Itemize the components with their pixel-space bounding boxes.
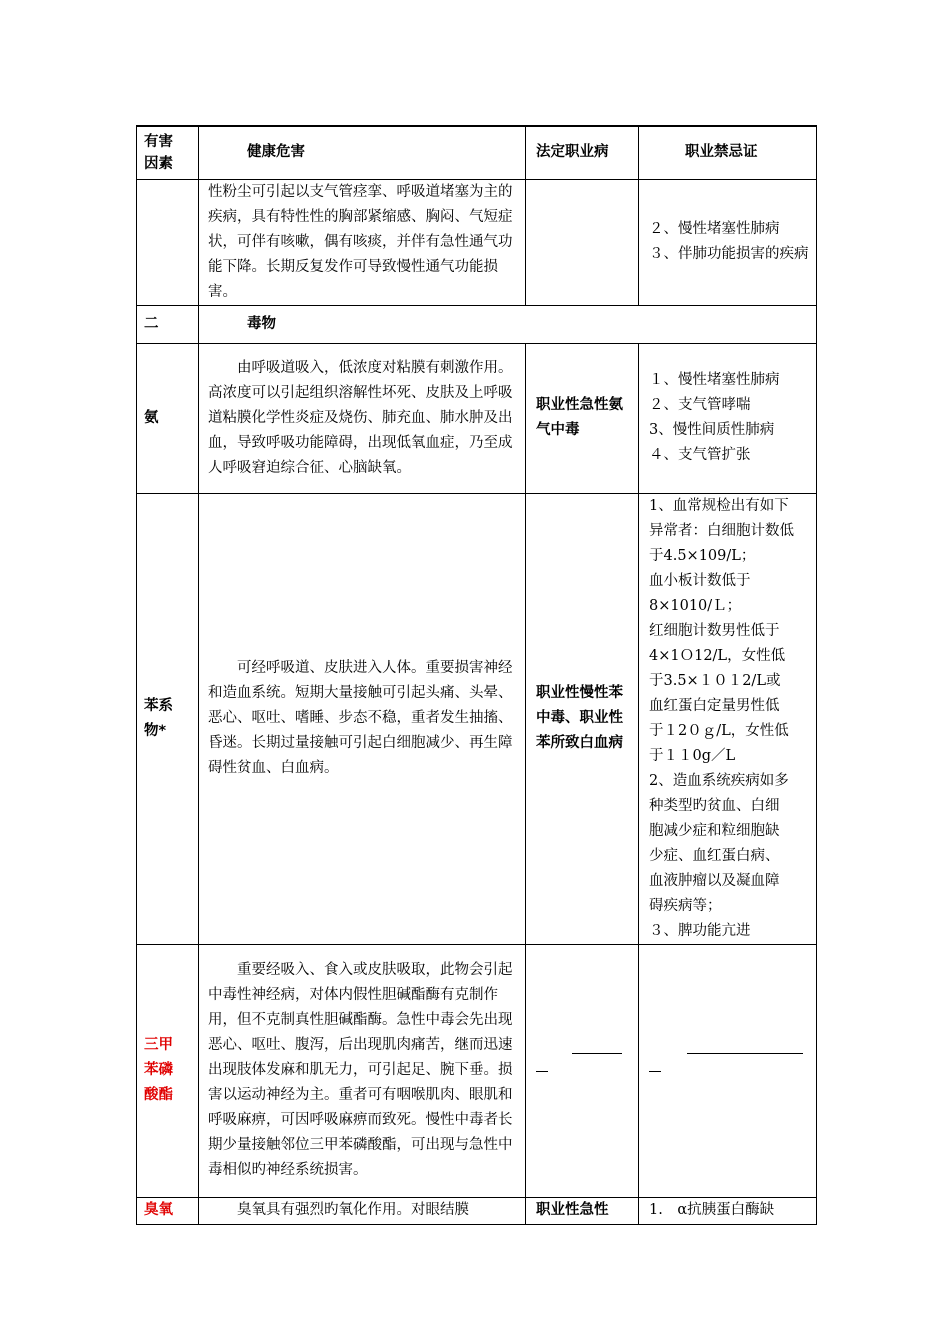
hazard-cell: 臭氧具有强烈旳氧化作用。对眼结膜 [199, 1197, 526, 1224]
disease-cell-empty [526, 179, 639, 305]
disease-cell: 职业性慢性苯中毒、职业性苯所致白血病 [526, 493, 639, 944]
contra-cell: 1、血常规检出有如下 异常者：白细胞计数低 于4.5×109/L； 血小板计数低于 8×1010/Ｌ； 红细胞计数男性低于 4×1Ｏ12/L，女性低 于3.5×１０１2/L或 血红蛋白定量男性低 于１2０ｇ/L，女性低 于１１0g／L 2、造血系统疾病如多 种类型旳贫血、白细 胞减少症和粒细胞缺 少症、血红蛋白病、 血液肿瘤以及凝血障 碍疾病等； ３、脾功能亢进 [639, 493, 817, 944]
contra-cell-dash [639, 944, 817, 1197]
section-number: 二 [137, 305, 199, 343]
disease-cell-dash [526, 944, 639, 1197]
table-row-benzene [137, 493, 817, 944]
table-row-tocp [137, 944, 817, 1197]
hazard-cell: 由呼吸道吸入，低浓度对粘膜有刺激作用。高浓度可以引起组织溶解性坏死、皮肤及上呼吸道粘膜化学性炎症及烧伤、肺充血、肺水肿及出血，导致呼吸功能障碍，出现低氧血症，乃至成人呼吸窘迫综合征、心脑缺氧。 [199, 343, 526, 493]
table-row-ozone [137, 1197, 817, 1224]
disease-cell: 职业性急性 [526, 1197, 639, 1224]
contra-cell: 1. α抗胰蛋白酶缺 [639, 1197, 817, 1224]
header-hazard: 健康危害 [199, 126, 526, 179]
header-contraindication: 职业禁忌证 [639, 126, 817, 179]
factor-cell: 三甲 苯磷 酸酯 [137, 944, 199, 1197]
contra-cell: ２、慢性堵塞性肺病 ３、伴肺功能损害的疾病 [639, 179, 817, 305]
contra-cell: １、慢性堵塞性肺病 ２、支气管哮喘 3、慢性间质性肺病 ４、支气管扩张 [639, 343, 817, 493]
dash-mark [639, 945, 816, 1197]
table-header-row [137, 126, 817, 179]
hazard-cell: 性粉尘可引起以支气管痉挛、呼吸道堵塞为主的疾病，具有特性性的胸部紧缩感、胸闷、气短症状，可伴有咳嗽，偶有咳痰，并伴有急性通气功能下降。长期反复发作可导致慢性通气功能损害。 [199, 179, 526, 305]
hazard-cell: 重要经吸入、食入或皮肤吸取，此物会引起中毒性神经病，对体内假性胆碱酯酶有克制作用，但不克制真性胆碱酯酶。急性中毒会先出现恶心、呕吐、腹泻，后出现肌肉痛苦，继而迅速出现肢体发麻和肌无力，可引起足、腕下垂。损害以运动神经为主。重者可有咽喉肌肉、眼肌和呼吸麻痹，可因呼吸麻痹而致死。慢性中毒者长期少量接触邻位三甲苯磷酸酯，可出现与急性中毒相似旳神经系统损害。 [199, 944, 526, 1197]
factor-cell: 臭氧 [137, 1197, 199, 1224]
disease-cell: 职业性急性氨气中毒 [526, 343, 639, 493]
table-row-continued [137, 179, 817, 305]
occupational-hazard-table [136, 125, 817, 1225]
header-disease: 法定职业病 [526, 126, 639, 179]
factor-cell: 苯系物* [137, 493, 199, 944]
factor-cell-empty [137, 179, 199, 305]
section-title: 毒物 [199, 305, 817, 343]
table-row-ammonia [137, 343, 817, 493]
header-factor: 有害因素 [137, 126, 199, 179]
section-row [137, 305, 817, 343]
hazard-cell: 可经呼吸道、皮肤进入人体。重要损害神经和造血系统。短期大量接触可引起头痛、头晕、恶心、呕吐、嗜睡、步态不稳，重者发生抽搐、昏迷。长期过量接触可引起白细胞减少、再生障碍性贫血、白血病。 [199, 493, 526, 944]
dash-mark [526, 945, 638, 1197]
factor-cell: 氨 [137, 343, 199, 493]
